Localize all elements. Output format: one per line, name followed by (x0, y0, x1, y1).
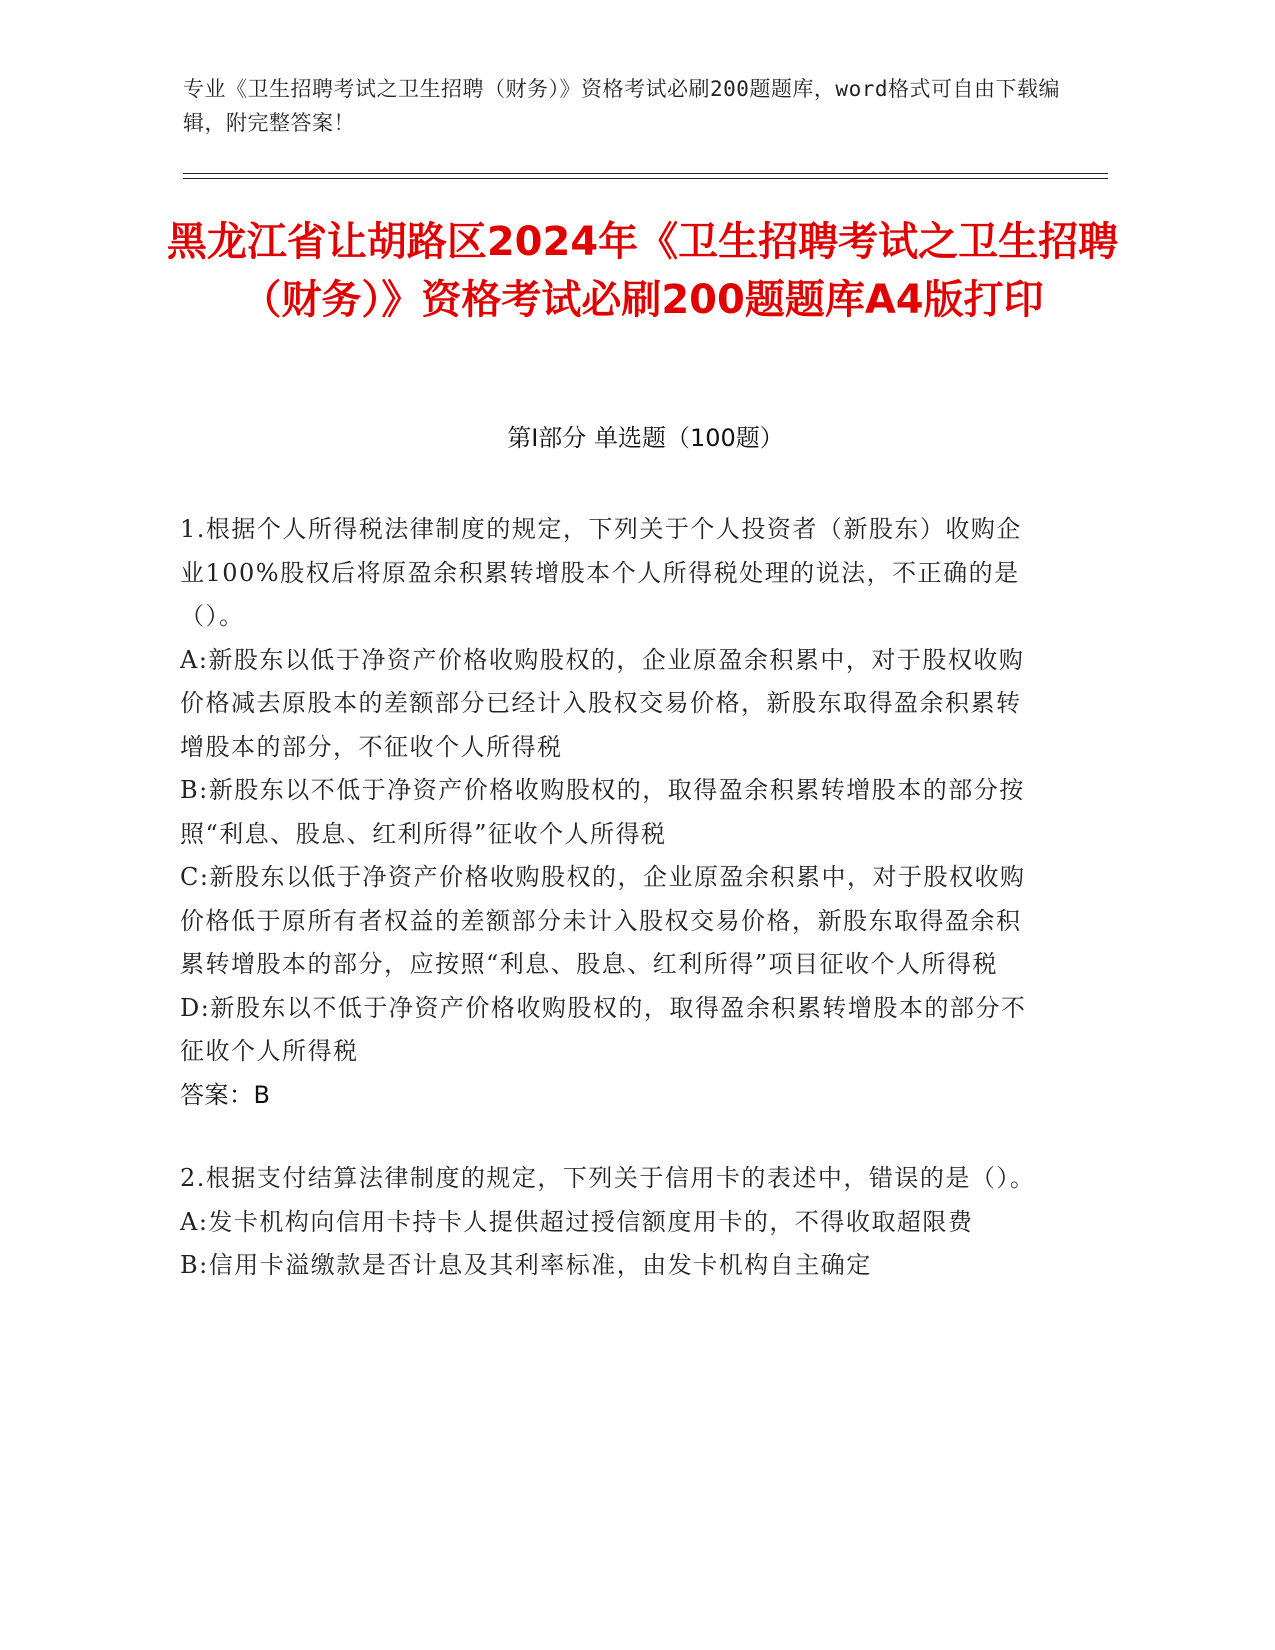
option-b: B:新股东以不低于净资产价格收购股权的，取得盈余积累转增股本的部分按照“利息、股息、红利所得”征收个人所得税 (180, 776, 1025, 848)
question-2 (180, 1157, 1040, 1288)
answer: 答案：B (180, 1080, 271, 1109)
option-a: A:发卡机构向信用卡持卡人提供超过授信额度用卡的，不得收取超限费 (180, 1207, 974, 1236)
document-title: 黑龙江省让胡路区2024年《卫生招聘考试之卫生招聘（财务）》资格考试必刷200题题库A4版打印 (166, 219, 1119, 323)
question-stem: 1.根据个人所得税法律制度的规定，下列关于个人投资者（新股东）收购企业100%股权后将原盈余积累转增股本个人所得税处理的说法，不正确的是（）。 (180, 515, 1022, 630)
header-divider-top (183, 173, 1108, 174)
header-note: 专业《卫生招聘考试之卫生招聘（财务）》资格考试必刷200题题库，word格式可自由下载编辑，附完整答案！ (183, 77, 1060, 135)
option-c: C:新股东以低于净资产价格收购股权的，企业原盈余积累中，对于股权收购价格低于原所有者权益的差额部分未计入股权交易价格，新股东取得盈余积累转增股本的部分，应按照“利息、股息、红利所得”项目征收个人所得税 (180, 863, 1026, 978)
option-d: D:新股东以不低于净资产价格收购股权的，取得盈余积累转增股本的部分不征收个人所得税 (180, 993, 1027, 1065)
question-list (180, 508, 1040, 1328)
option-b: B:信用卡溢缴款是否计息及其利率标准，由发卡机构自主确定 (180, 1251, 872, 1279)
question-stem: 2.根据支付结算法律制度的规定，下列关于信用卡的表述中，错误的是（）。 (180, 1164, 1036, 1192)
section-title: 第Ⅰ部分 单选题（100题） (507, 424, 784, 452)
question-1 (180, 508, 1040, 1117)
option-a: A:新股东以低于净资产价格收购股权的，企业原盈余积累中，对于股权收购价格减去原股本的差额部分已经计入股权交易价格，新股东取得盈余积累转增股本的部分，不征收个人所得税 (180, 645, 1025, 761)
header-divider-bottom (183, 178, 1108, 179)
